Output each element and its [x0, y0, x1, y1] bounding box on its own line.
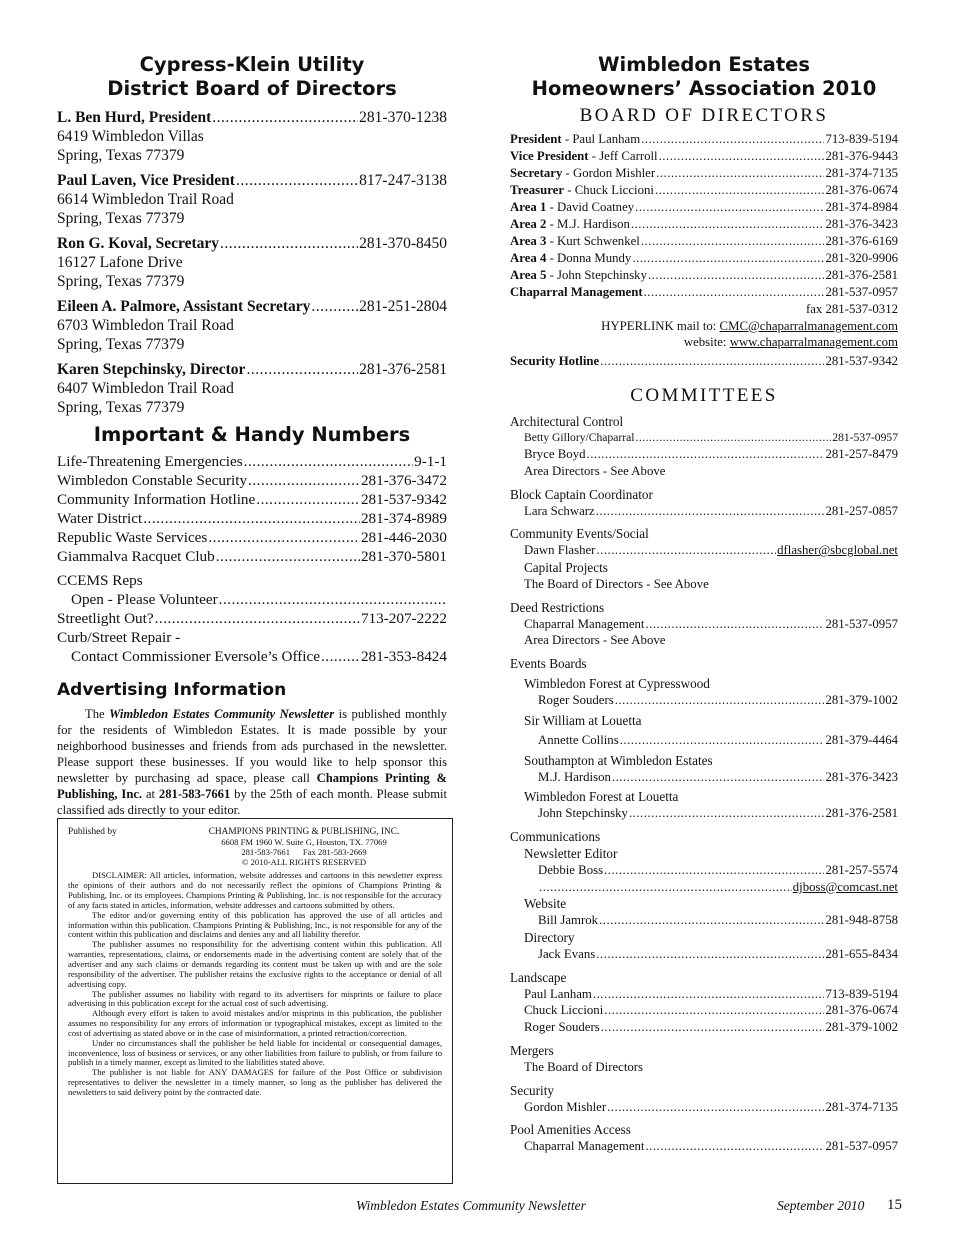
- member-name: Eileen A. Palmore, Assistant Secretary: [57, 298, 311, 315]
- member-city: Spring, Texas 77379: [57, 399, 185, 416]
- committee-heading: Architectural Control: [510, 413, 624, 429]
- footer-newsletter-name: Wimbledon Estates Community Newsletter: [356, 1198, 586, 1213]
- curb-contact-row: Contact Commissioner Eversole’s Office ..... 281-353-8424: [57, 648, 447, 667]
- advertising-text: The Wimbledon Estates Community Newsletter is published monthly for the residents of Wimbledon Estates. It is made possible by your neighborhood businesses and friends from ads purchased in the newsletter. Please support these businesses. If you would like to help sponsor this newsletter by purchasing ad space, please call Champions Printing & Publishing, Inc. at 281-583-7661 by the 25th of each month. Please submit classified ads directly to your editor.: [57, 706, 447, 817]
- committees-list: Architectural Control Betty Gillory/Chaparral ..... 281-537-0957 Bryce Boyd ..... 281-257-8479 Area Directors - See Above Block Captain Coordinator Lara Schwarz ..... 281-257-0857 Community Events/Social Dawn Flasher ..... dflasher@sbcglobal.net Capital Projects The Board of Directors - See Above Deed Restrictions Chaparral Management ..... 281-537-0957 Area Directors - See Above Events Boards Wimbledon Forest at Cypresswood Roger Souders ..... 281-379-1002 Sir William at Louetta Annette Collins ..... 281-379-4464 Southampton at Wimbledon Estates M.J. Hardison ..... 281-376-3423 Wimbledon Forest at Louetta John Stepchinsky ..... 281-376-2581 Communications Newsletter Editor Debbie Boss ..... 281-257-5574 ..... djboss@comcast.net Website Bill Jamrok ..... 281-948-8758 Directory Jack Evans ..... 281-655-8434 Landscape Paul Lanham ..... 713-839-5194 Chuck Liccioni ..... 281-376-0674 Roger Souders ..... 281-379-1002 Mergers The Board of Directors Security Gordon Mishler ..... 281-374-7135 Pool Amenities Access Chaparral Management ..... 281-537-0957: [510, 413, 898, 1155]
- member-name: Karen Stepchinsky, Director: [57, 361, 246, 378]
- ccems-open-row: Open - Please Volunteer .....: [57, 591, 447, 610]
- handy-row: Giammalva Racquet Club ..... 281-370-5801: [57, 548, 447, 567]
- member-name: Paul Laven, Vice President: [57, 172, 235, 189]
- left-column: [57, 0, 447, 818]
- committee-heading: Community Events/Social: [510, 526, 649, 542]
- committee-subheading: Directory: [524, 930, 575, 946]
- member-city: Spring, Texas 77379: [57, 147, 185, 164]
- ccems-reps: CCEMS Reps: [57, 572, 143, 590]
- publisher-rights: © 2010-ALL RIGHTS RESERVED: [241, 856, 367, 867]
- committee-row: Lara Schwarz ..... 281-257-0857: [510, 503, 898, 520]
- committee-heading: Communications: [510, 828, 601, 844]
- committee-row: Betty Gillory/Chaparral ..... 281-537-0957: [510, 430, 898, 447]
- committee-row: Bill Jamrok ..... 281-948-8758: [510, 912, 898, 929]
- committee-row: Debbie Boss ..... 281-257-5574: [510, 862, 898, 879]
- website-line: website: www.chaparralmanagement.com: [683, 335, 898, 349]
- committee-row: Chaparral Management ..... 281-537-0957: [510, 616, 898, 633]
- curb-repair: Curb/Street Repair -: [57, 629, 181, 647]
- disclaimer-paragraph: DISCLAIMER: All articles, information, website addresses and cartoons in this newsletter express the opinions of their authors and do not necessarily reflect the opinions of Champions Printing & Publishing, Inc. or its employees. Champions Printing & Publishing, Inc. is not responsible for the accuracy of any facts stated in articles, information, website addresses and cartoons submitted by others.: [68, 870, 442, 910]
- board-row: Area 2 - M.J. Hardison ..... 281-376-3423: [510, 216, 898, 233]
- committee-heading: Mergers: [510, 1042, 554, 1058]
- disclaimer-paragraph: The editor and/or governing entity of this publication has approved the use of all articles and information within this publication. Champions Printing & Publishing, Inc., is not responsible for any of the content within this publication and disclaims and denies any and all liability therefor.: [68, 909, 442, 940]
- committee-subheading: Sir William at Louetta: [524, 712, 642, 728]
- handy-row: Republic Waste Services ..... 281-446-2030: [57, 529, 447, 548]
- board-row: Treasurer - Chuck Liccioni ..... 281-376-0674: [510, 182, 898, 199]
- member-address: 16127 Lafone Drive: [57, 254, 183, 271]
- committee-heading: Landscape: [510, 969, 567, 985]
- utility-board-list: [57, 108, 447, 417]
- board-member: [57, 108, 447, 165]
- member-phone: 281-376-2581: [359, 361, 447, 378]
- handy-row: Community Information Hotline ..... 281-537-9342: [57, 491, 447, 510]
- publisher-name: CHAMPIONS PRINTING & PUBLISHING, INC.: [208, 827, 400, 837]
- board-member: [57, 234, 447, 291]
- hoa-title: [510, 53, 898, 101]
- handy-row: Life-Threatening Emergencies ..... 9-1-1: [57, 453, 447, 472]
- committee-row: Dawn Flasher ..... dflasher@sbcglobal.net: [510, 542, 898, 559]
- fax-number: fax 281-537-0312: [805, 302, 898, 316]
- page-number: 15: [887, 1197, 902, 1213]
- committee-heading: Events Boards: [510, 656, 587, 672]
- board-row: Area 5 - John Stepchinsky ..... 281-376-2581: [510, 267, 898, 284]
- member-name: Ron G. Koval, Secretary: [57, 235, 220, 252]
- member-name: L. Ben Hurd, President: [57, 109, 212, 126]
- title-line-2: Homeowners’ Association 2010: [531, 77, 877, 100]
- member-phone: 281-251-2804: [359, 298, 447, 315]
- committee-subheading: Capital Projects: [524, 560, 608, 576]
- committee-heading: Security: [510, 1082, 554, 1098]
- committee-row: Jack Evans ..... 281-655-8434: [510, 946, 898, 963]
- handy-numbers-list: [57, 453, 447, 667]
- disclaimer-paragraph: The publisher assumes no liability with regard to its advertisers for misprints or failure to place advertising in this publication except for the actual cost of such advertising.: [68, 988, 442, 1009]
- member-phone: 817-247-3138: [359, 172, 447, 189]
- committees-heading: COMMITTEES: [630, 384, 778, 406]
- member-phone: 281-370-8450: [359, 235, 447, 252]
- committee-heading: Deed Restrictions: [510, 599, 605, 615]
- board-row: Secretary - Gordon Mishler ..... 281-374-7135: [510, 165, 898, 182]
- committee-row: Chuck Liccioni ..... 281-376-0674: [510, 1002, 898, 1019]
- committee-subheading: Wimbledon Forest at Cypresswood: [524, 676, 710, 692]
- board-row: Area 1 - David Coatney ..... 281-374-8984: [510, 199, 898, 216]
- committee-row: Roger Souders ..... 281-379-1002: [510, 692, 898, 709]
- member-address: 6703 Wimbledon Trail Road: [57, 317, 234, 334]
- board-row: Chaparral Management ..... 281-537-0957: [510, 284, 898, 301]
- board-member: [57, 171, 447, 228]
- email-link[interactable]: djboss@comcast.net: [792, 879, 898, 894]
- board-row: Area 4 - Donna Mundy ..... 281-320-9906: [510, 250, 898, 267]
- publisher-disclaimer-box: [57, 818, 453, 1184]
- board-row: Area 3 - Kurt Schwenkel ..... 281-376-6169: [510, 233, 898, 250]
- committee-row: Bryce Boyd ..... 281-257-8479: [510, 446, 898, 463]
- member-city: Spring, Texas 77379: [57, 336, 185, 353]
- member-address: 6419 Wimbledon Villas: [57, 128, 204, 145]
- committee-row: Paul Lanham ..... 713-839-5194: [510, 986, 898, 1003]
- advertising-title: Advertising Information: [57, 679, 287, 700]
- disclaimer-paragraph: The publisher assumes no responsibility for the advertising content within this publication. All warranties, representations, claims, or endorsements made in the advertising content are solely that of the advertiser and any such claims or demands regarding its content must be taken up with and are the sole responsibility of the advertiser. The publisher retains the exclusive rights to the acceptance or denial of all advertising copy.: [68, 939, 442, 989]
- committee-heading: Pool Amenities Access: [510, 1122, 631, 1138]
- handy-numbers-title: Important & Handy Numbers: [93, 423, 411, 446]
- committee-row: M.J. Hardison ..... 281-376-3423: [510, 769, 898, 786]
- committee-row: Roger Souders ..... 281-379-1002: [510, 1019, 898, 1036]
- committee-subheading: Website: [524, 896, 567, 912]
- disclaimer-paragraph: Although every effort is taken to avoid mistakes and/or misprints in this publication, the publisher assumes no responsibility for any errors of information or typographical mistakes, except as limited to the cost of advertising as stated above or in the case of misinformation, a printed retraction/correction.: [68, 1008, 442, 1038]
- member-city: Spring, Texas 77379: [57, 273, 185, 290]
- board-of-directors-heading: BOARD OF DIRECTORS: [579, 105, 829, 126]
- security-hotline-row: Security Hotline ..... 281-537-9342: [510, 353, 898, 370]
- board-row: President - Paul Lanham ..... 713-839-5194: [510, 131, 898, 148]
- handy-row: Wimbledon Constable Security ..... 281-376-3472: [57, 472, 447, 491]
- committee-row: John Stepchinsky ..... 281-376-2581: [510, 805, 898, 822]
- committee-subheading: Newsletter Editor: [524, 845, 618, 861]
- member-address: 6407 Wimbledon Trail Road: [57, 380, 234, 397]
- publisher-phones: 281-583-7661 Fax 281-583-2669: [241, 846, 367, 857]
- board-member: [57, 297, 447, 354]
- hoa-board-list: [510, 131, 898, 370]
- title-line-1: Wimbledon Estates: [598, 53, 810, 76]
- committee-row: [510, 879, 898, 896]
- published-by-label: Published by: [68, 827, 117, 837]
- title-line-2: District Board of Directors: [107, 77, 397, 100]
- email-link[interactable]: CMC@chaparralmanagement.com: [719, 318, 898, 333]
- committee-row: Chaparral Management ..... 281-537-0957: [510, 1138, 898, 1155]
- publisher-header: [68, 828, 442, 867]
- mail-line: HYPERLINK mail to: CMC@chaparralmanagement.com: [601, 318, 898, 333]
- publisher-info: [166, 828, 442, 867]
- committee-heading: Block Captain Coordinator: [510, 486, 653, 502]
- publisher-address: 6608 FM 1960 W. Suite G, Houston, TX. 77069: [221, 836, 387, 847]
- board-row: Vice President - Jeff Carroll ..... 281-376-9443: [510, 148, 898, 165]
- email-link[interactable]: dflasher@sbcglobal.net: [777, 543, 898, 558]
- committee-row: Gordon Mishler ..... 281-374-7135: [510, 1099, 898, 1116]
- utility-district-title: [57, 53, 447, 101]
- disclaimer-paragraph: The publisher is not liable for ANY DAMAGES for failure of the Post Office or subdivision representatives to deliver the newsletter in a timely manner, so long as the publisher has delivered the newsletters to said delivery point by the contracted date.: [68, 1067, 442, 1097]
- committee-row: Annette Collins ..... 281-379-4464: [510, 732, 898, 749]
- member-phone: 281-370-1238: [359, 109, 447, 126]
- title-line-1: Cypress-Klein Utility: [139, 53, 365, 76]
- member-city: Spring, Texas 77379: [57, 210, 185, 227]
- member-address: 6614 Wimbledon Trail Road: [57, 191, 234, 208]
- website-link[interactable]: www.chaparralmanagement.com: [729, 335, 898, 349]
- streetlight-row: Streetlight Out? ..... 713-207-2222: [57, 610, 447, 629]
- committee-subheading: Southampton at Wimbledon Estates: [524, 752, 713, 768]
- disclaimer-paragraph: Under no circumstances shall the publisher be held liable for incidental or consequential damages, inconvenience, loss of business or services, or any other liabilities from failure to publish, or from failure to publish in a timely manner, except as limited to the liabilities stated above.: [68, 1037, 442, 1068]
- footer-date: September 2010: [777, 1198, 865, 1213]
- board-member: [57, 360, 447, 417]
- committee-subheading: Wimbledon Forest at Louetta: [524, 789, 679, 805]
- right-column: [510, 0, 898, 1155]
- handy-row: Water District ..... 281-374-8989: [57, 510, 447, 529]
